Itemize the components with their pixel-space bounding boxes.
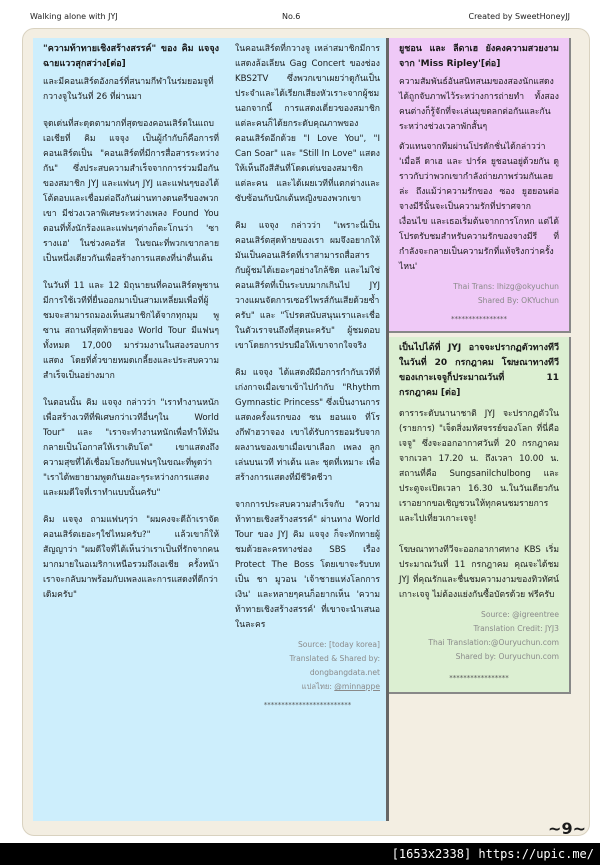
right-column — [389, 38, 571, 694]
paragraph: จากการประสบความสำเร็จกับ "ความท้าทายเชิงสร้างสรรค์" ผ่านทาง World Tour ของ JYJ คิม แจจุง ก็จะทักทายผู้ชมด้วยละครทางช่อง SBS เรื่อง Protect The Boss โดยเขาจะรับบทเป็น ชา มูวอน 'เจ้าชายแห่งโลกการเงิน' และหลายๆคนก็อยากเห็น 'ความท้าทายเชิงสร้างสรรค์' ที่เขาจะนำเสนอในละคร — [235, 500, 380, 630]
paragraph: คิม แจจุง ถามแฟนๆว่า "ผมคงจะดีถ้าเราจัดคอนเสิร์ตเยอะๆใช่ไหมครับ?" แล้วเขาก็ให้สัญญาว่า "ผมดีใจที่ได้เห็นว่าเราเป็นที่รักจากคนมากมายในอเมริกาเหนือรวมถึงเอเชีย ครั้งหน้า เราจะกลับมาพร้อมกับเพลงและการแสดงที่ดีกว่าเดิมครับ" — [43, 515, 219, 600]
source-credit: Source: [today korea] — [297, 640, 380, 649]
paragraph: ในวันที่ 11 และ 12 มิถุนายนที่คอนเสิร์ตพูซาน มีการใช้เวทีที่ยื่นออกมาเป็นสามเหลี่ยมเพื่อที่ผู้ชมจะสามารถมองเห็นสมาชิกได้จากทุกมุม พูซาน สถานที่สุดท้ายของ World Tour มีแฟนๆทั้งหมด 17,000 มาร่วมงานในสองรอบการแสดง โดยที่ตั๋วขายหมดเกลี้ยงและประสบความสำเร็จเป็นอย่างมาก — [43, 281, 219, 381]
translator-link[interactable]: @minnappe — [334, 682, 380, 691]
translation-credit: Translated & Shared by: dongbangdata.net — [289, 654, 380, 677]
source-credit: Source: @igreentree — [481, 610, 559, 619]
image-watermark: [1653x2338] https://upic.me/ — [0, 843, 600, 865]
paragraph: คิม แจจุง กล่าวว่า "เพราะนี่เป็นคอนเสิร์ตสุดท้ายของเรา ผมจึงอยากให้มันเป็นคอนเสิร์ตที่เราสามารถสื่อสารกับผู้ชมได้เยอะๆอย่างใกล้ชิด และไม่ใช่คอนเสิร์ตที่เป็นระบบมากเกินไป JYJ วางแผนจัดการเซอร์ไพรส์กันเสียด้วยซ้ำครับ" และ "โปรดสนับสนุนเราและเชื่อในตัวเราจนถึงที่สุดนะครับ" ผู้ชมตอบเขาโดยการปรบมือให้เขาจากใจจริง — [235, 221, 380, 351]
title-text: ยูชอน และ ลีดาเฮ ยังคงความสวยงามจาก — [399, 44, 559, 69]
paragraph: ดาราระดับนานาชาติ JYJ จะปรากฏตัวใน (รายการ) "เจ็ดสิ่งมหัศจรรย์ของโลก ที่นี่คือเจจู" ซึ่งจะออกอากาศวันที่ 20 กรกฎาคม จากเวลา 17.20 น. ถึงเวลา 10.00 น. สถานที่คือ Sungsanilchulbong และประตูจะเปิดเวลา 16.30 น.ในวันเดียวกัน เราอยากขอเชิญชวนให้ทุกคนชมรายการและไปเที่ยวเกาะเจจู! — [399, 409, 559, 524]
article-continuation — [229, 38, 389, 821]
article-creative-challenge — [33, 38, 229, 821]
thai-translation-credit: Thai Translation:@Ouryuchun.com — [428, 638, 559, 647]
separator: ***************** — [449, 674, 509, 682]
title-bold: 'Miss Ripley'[ต่อ] — [417, 59, 501, 69]
separator: **************** — [451, 315, 507, 323]
paragraph: คิม แจจุง ได้แสดงฝีมือการกำกับเวทีที่เก่งกาจเมื่อเขาเข้าไปกำกับ "Rhythm Gymnastic Princess" ซึ่งเป็นงานการแสดงครั้งแรกของ ซน ยอนแจ ที่โรงกีฬาฮวาจอง เขาได้รับการยอมรับจากผลงานของเขาเมื่อเขาเลือก เพลง ลูกเล่นบนเวที ท่าเต้น และ ชุดที่เหมาะ เพื่อสร้างการแสดงที่มีชีวิตชีวา — [235, 368, 380, 483]
paragraph: จุดเด่นที่สะดุดตามากที่สุดของคอนเสิร์ตในแถบเอเชียที่ คิม แจจุง เป็นผู้กำกับก็คือการที่คอนเสิร์ตเป็น "คอนเสิร์ตที่มีการสื่อสารระหว่างกัน" ซึ่งประสบความสำเร็จจากการร่วมมือกันของสมาชิก JYJ และแฟนๆ JYJ และแฟนๆของได้โต้ตอบและเชื่อมต่อถึงกันผ่านทางดนตรีของพวกเขา มีช่วงเวลาพิเศษระหว่างเพลง Found You ตอนที่ทั้งนักร้องและแฟนๆต่างก็ตะโกนว่า 'ซารางแฮ' ในช่วงคอรัส ในขณะที่พวกเขากลายเป็นหนึ่งเดียวกันเพื่อสร้างการแสดงที่น่าตื่นเต้น — [43, 119, 219, 264]
separator: ************************* — [263, 701, 352, 709]
header-creator: Created by SweetHoneyJJ — [468, 12, 570, 21]
header-series-title: Walking alone with JYJ — [30, 12, 118, 21]
header-issue-number: No.6 — [282, 12, 301, 21]
paragraph: ตัวแทนจากทีมผ่านโปรดักชั่นได้กล่าวว่า 'เมื่อลี ดาเฮ และ ปาร์ค ยูชอนอยู่ด้วยกัน ดูราวกับว่าพวกเขากำลังถ่ายภาพร่วมกันเลยล่ะ ถึงแม้ว่าความรักของ ซอง ยูฮยอนต่อ จางมีรีนั้นจะเป็นความรักที่ปราศจากเงื่อนไข และเธอเริ่มต้นจากการโกหก แต่ได้โปรดรับชมสำหรับความรักของจางมีรี ที่กำลังจะกลายเป็นความรักที่แท้จริงกว่าครั้งไหน' — [399, 142, 559, 272]
shared-credit: Shared By: OKYuchun — [477, 296, 559, 305]
paragraph: ในคอนเสิร์ตที่กวางจู เหล่าสมาชิกมีการแสดงล้อเลียน Gag Concert ของช่อง KBS2TV ซึ่งพวกเขาเผยว่าดูกันเป็นประจำและได้เรียกเสียงหัวเราะจากผู้ชม นอกจากนี้ การแสดงเดี่ยวของสมาชิกแต่ละคนก็ได้ยกระดับคุณภาพของคอนเสิร์ตอีกด้วย "I Love You", "I Can Soar" และ "Still In Love" แสดงให้เห็นถึงสีสันที่โดดเด่นของสมาชิกแต่ละคน และได้เผยเวทีที่แตกต่างและซับซ้อนกับนักเต้นหญิงของพวกเขา — [235, 44, 380, 204]
thai-label: แปลไทย: — [301, 682, 335, 691]
translation-credit: Translation Credit: JYJ3 — [473, 624, 559, 633]
thai-translation-credit: Thai Trans: lhizg@okyuchun — [453, 282, 559, 291]
article-miss-ripley — [389, 38, 571, 333]
thai-translation-credit — [235, 680, 380, 694]
article-jeju-tv — [389, 337, 571, 694]
paragraph: ในตอนนั้น คิม แจจุง กล่าวว่า "เราทำงานหนักเพื่อสร้างเวทีที่พิเศษกว่าเวทีอื่นๆใน World Tour" และ "เราจะทำงานหนักเพื่อทำให้มันกลายเป็นโอกาสให้เราเติบโต" เขาแสดงถึงความสุขที่ได้เชื่อมโยงกับแฟนๆในขณะที่พูดว่า "เราได้พยายามพูดกันเยอะๆระหว่างการแสดงและผมดีใจที่เราทำแบบนั้นครับ" — [43, 398, 219, 498]
paragraph: โฆษณาทางทีวีจะออกอากาศทาง KBS เริ่มประมาณวันที่ 11 กรกฎาคม คุณจะได้ชม JYJ ที่คุณรักและชื่นชมความงามของทิวทัศน์เกาะเจจู ไม่ต้องแย่งกันซื้อบัตรด้วย ฟรีครับ — [399, 545, 559, 600]
article-title: "ความท้าทายเชิงสร้างสรรค์" ของ คิม แจจุง ฉายแววสุกสว่าง[ต่อ] — [43, 44, 219, 69]
page-number: ~9~ — [548, 819, 586, 838]
paragraph: ความสัมพันธ์อันสนิทสนมของสองนักแสดงได้ถูกจับภาพไว้ระหว่างการถ่ายทำ ทั้งสองคนต่างก็รู้จักที่จะเล่นมุขตลกต่อกันและกันระหว่างช่วงเวลาพักสั้นๆ — [399, 77, 559, 132]
article-title — [399, 42, 559, 72]
shared-credit: Shared by: Ouryuchun.com — [455, 652, 559, 661]
article-title: เป็นไปได้ที่ JYJ อาจจะปรากฏตัวทางทีวีในวันที่ 20 กรกฎาคม โฆษณาทางทีวีของเกาะเจจูก็ประมาณวันที่ 11 กรกฎาคม [ต่อ] — [399, 343, 559, 398]
paragraph: และมีคอนเสิร์ตอังกอร์ที่สนามกีฬาในร่มยอมจูที่กวางจูในวันที่ 26 ที่ผ่านมา — [43, 77, 214, 102]
